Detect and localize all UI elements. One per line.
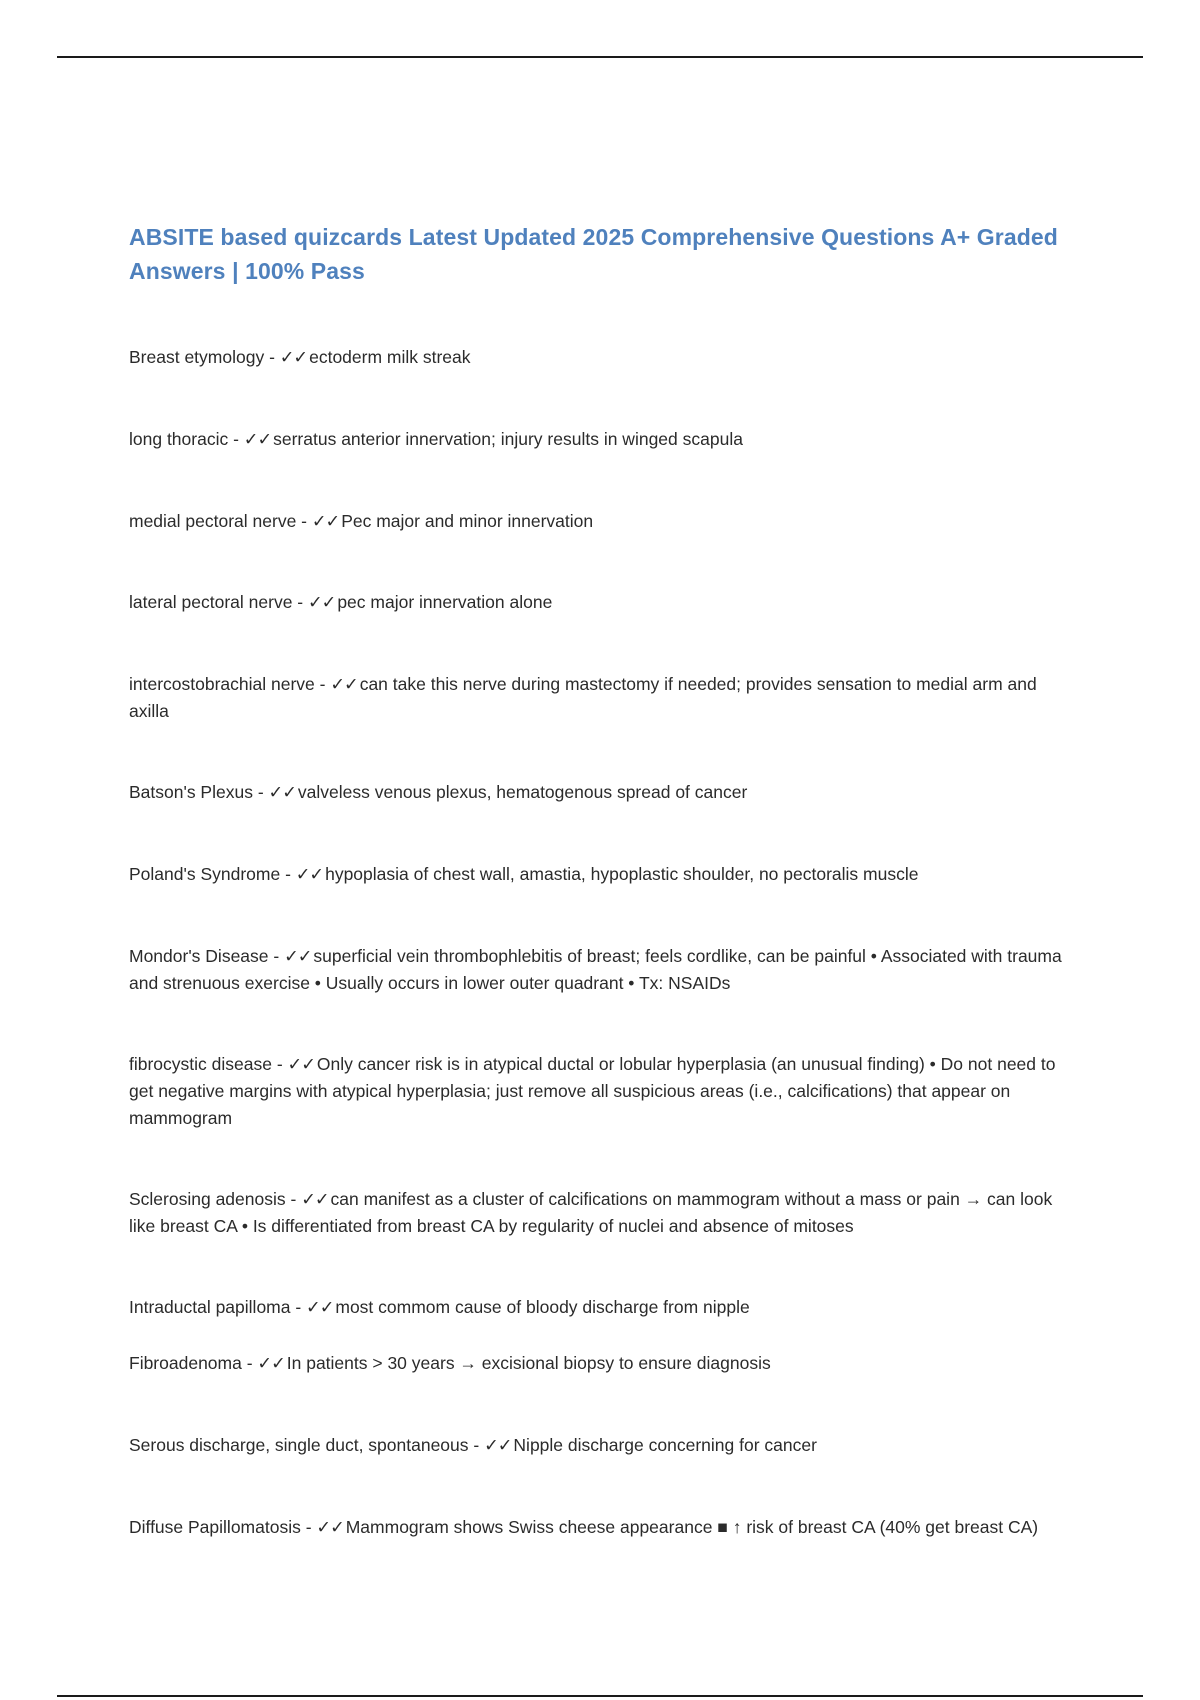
card-term: long thoracic [129, 429, 229, 449]
checkmark-icon: ✓✓ [287, 1054, 315, 1074]
checkmark-icon: ✓✓ [316, 1517, 344, 1537]
card-term: medial pectoral nerve [129, 511, 297, 531]
card [129, 779, 1069, 806]
document-title: ABSITE based quizcards Latest Updated 2025 Comprehensive Questions A+ Graded Answers | 100% Pass [129, 224, 1058, 284]
checkmark-icon: ✓✓ [307, 592, 336, 612]
card [129, 589, 1069, 616]
card-term: fibrocystic disease [129, 1054, 272, 1074]
card [129, 1294, 1069, 1321]
card-separator: - [285, 1189, 302, 1209]
card-answer: Pec major and minor innervation [341, 511, 594, 531]
card-separator: - [271, 1054, 288, 1074]
card-answer: superficial vein thrombophlebitis of breast; feels cordlike, can be painful • Associated with trauma and strenuous exercise • Usually occurs in lower outer quadrant • Tx: NSAIDs [129, 946, 1062, 993]
card-separator: - [241, 1353, 258, 1373]
card-answer: Only cancer risk is in atypical ductal or lobular hyperplasia (an unusual finding) • Do not need to get negative margins with atypical hyperplasia; just remove all suspicious areas (i.e., calcifications) that appear on mammogram [129, 1054, 1056, 1128]
card-answer: serratus anterior innervation; injury results in winged scapula [273, 429, 743, 449]
checkmark-icon: ✓✓ [311, 511, 340, 531]
card [129, 426, 1069, 453]
checkmark-icon: ✓✓ [284, 946, 312, 966]
card-answer: hypoplasia of chest wall, amastia, hypoplastic shoulder, no pectoralis muscle [325, 864, 919, 884]
card [129, 1186, 1069, 1240]
card [129, 344, 1069, 371]
card-term: Sclerosing adenosis [129, 1189, 286, 1209]
checkmark-icon: ✓✓ [295, 864, 324, 884]
top-rule [57, 56, 1143, 58]
card [129, 1432, 1069, 1459]
checkmark-icon: ✓✓ [301, 1189, 329, 1209]
card-term: Batson's Plexus [129, 782, 253, 802]
card-separator: - [296, 511, 312, 531]
card-answer: most commom cause of bloody discharge from nipple [335, 1297, 750, 1317]
card-answer: pec major innervation alone [337, 592, 553, 612]
card [129, 1350, 1069, 1377]
card [129, 671, 1069, 725]
card-answer: Nipple discharge concerning for cancer [513, 1435, 817, 1455]
card-term: Serous discharge, single duct, spontaneous [129, 1435, 469, 1455]
checkmark-icon: ✓✓ [243, 429, 272, 449]
card-answer: In patients > 30 years → excisional biopsy to ensure diagnosis [286, 1353, 771, 1373]
card-term: intercostobrachial nerve [129, 674, 315, 694]
document-body [129, 220, 1069, 288]
card-separator: - [314, 674, 331, 694]
card-answer: Mammogram shows Swiss cheese appearance ■ ↑ risk of breast CA (40% get breast CA) [345, 1517, 1039, 1537]
card-answer: can take this nerve during mastectomy if needed; provides sensation to medial arm and axilla [129, 674, 1037, 721]
checkmark-icon: ✓✓ [279, 347, 308, 367]
card-term: Diffuse Papillomatosis [129, 1517, 301, 1537]
card-separator: - [290, 1297, 307, 1317]
card-term: Fibroadenoma [129, 1353, 242, 1373]
card-separator: - [264, 347, 280, 367]
card [129, 861, 1069, 888]
card-term: lateral pectoral nerve [129, 592, 293, 612]
bottom-rule [57, 1695, 1143, 1697]
card-answer: ectoderm milk streak [309, 347, 471, 367]
checkmark-icon: ✓✓ [268, 782, 296, 802]
checkmark-icon: ✓✓ [330, 674, 358, 694]
checkmark-icon: ✓✓ [484, 1435, 512, 1455]
card [129, 943, 1069, 997]
card-term: Intraductal papilloma [129, 1297, 291, 1317]
card-separator: - [292, 592, 308, 612]
card [129, 1514, 1069, 1541]
card-separator: - [280, 864, 296, 884]
card [129, 1051, 1069, 1132]
card-term: Poland's Syndrome [129, 864, 281, 884]
card-answer: valveless venous plexus, hematogenous spread of cancer [297, 782, 748, 802]
card-term: Breast etymology [129, 347, 265, 367]
card-separator: - [268, 946, 285, 966]
checkmark-icon: ✓✓ [257, 1353, 285, 1373]
card-separator: - [228, 429, 244, 449]
card-answer: can manifest as a cluster of calcifications on mammogram without a mass or pain → can look like breast CA • Is differentiated from breast CA by regularity of nuclei and absence of mitoses [129, 1189, 1053, 1236]
card-separator: - [468, 1435, 485, 1455]
checkmark-icon: ✓✓ [306, 1297, 334, 1317]
card-term: Mondor's Disease [129, 946, 269, 966]
card [129, 508, 1069, 535]
card-separator: - [300, 1517, 317, 1537]
card-separator: - [252, 782, 269, 802]
